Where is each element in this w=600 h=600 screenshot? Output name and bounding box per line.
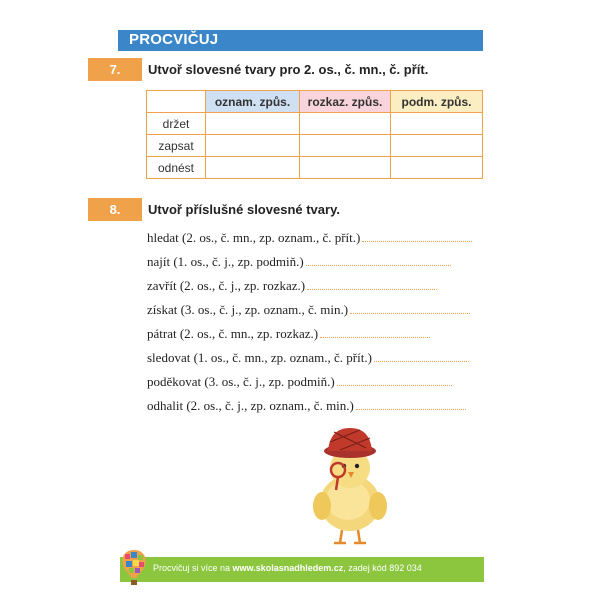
table-row (147, 135, 483, 157)
exercise-prompt: hledat (2. os., č. mn., zp. oznam., č. přít.) (147, 230, 361, 245)
answer-cell[interactable] (300, 135, 391, 157)
footer-bar (120, 557, 484, 582)
footer-text (153, 563, 422, 573)
column-header-oznam: oznam. způs. (206, 91, 300, 113)
answer-line[interactable] (337, 375, 452, 386)
task-8-instruction: Utvoř příslušné slovesné tvary. (148, 202, 340, 217)
answer-line[interactable] (374, 351, 469, 362)
verb-forms-table (146, 90, 483, 179)
exercise-prompt: najít (1. os., č. j., zp. podmiň.) (147, 254, 304, 269)
exercise-prompt: poděkovat (3. os., č. j., zp. podmiň.) (147, 374, 335, 389)
answer-cell[interactable] (206, 113, 300, 135)
list-item (147, 374, 452, 390)
list-item (147, 230, 472, 246)
answer-cell[interactable] (300, 157, 391, 179)
column-header-podm: podm. způs. (391, 91, 483, 113)
list-item (147, 326, 430, 342)
list-item (147, 302, 470, 318)
answer-line[interactable] (350, 303, 470, 314)
column-header-rozkaz: rozkaz. způs. (300, 91, 391, 113)
hot-air-balloon-icon (120, 548, 148, 588)
answer-line[interactable] (362, 231, 472, 242)
answer-line[interactable] (320, 327, 430, 338)
exercise-prompt: pátrat (2. os., č. mn., zp. rozkaz.) (147, 326, 319, 341)
task-7-instruction: Utvoř slovesné tvary pro 2. os., č. mn., č. přít. (148, 62, 429, 77)
exercise-prompt: odhalit (2. os., č. j., zp. oznam., č. min.) (147, 398, 354, 413)
table-header-row (147, 91, 483, 113)
row-label-drzet: držet (147, 113, 206, 135)
row-label-odnest: odnést (147, 157, 206, 179)
exercise-prompt: sledovat (1. os., č. mn., zp. oznam., č. přít.) (147, 350, 372, 365)
task-7-number: 7. (88, 58, 142, 81)
table-row (147, 157, 483, 179)
footer-suffix: , zadej kód 892 034 (343, 563, 422, 573)
answer-cell[interactable] (391, 157, 483, 179)
list-item (147, 278, 437, 294)
section-title: PROCVIČUJ (129, 31, 219, 48)
list-item (147, 254, 451, 270)
answer-line[interactable] (356, 399, 466, 410)
answer-cell[interactable] (391, 135, 483, 157)
row-label-zapsat: zapsat (147, 135, 206, 157)
task-8-number: 8. (88, 198, 142, 221)
answer-line[interactable] (307, 279, 437, 290)
table-corner-cell (147, 91, 206, 113)
answer-cell[interactable] (391, 113, 483, 135)
footer-site-link[interactable]: www.skolasnadhledem.cz (232, 563, 344, 573)
answer-cell[interactable] (300, 113, 391, 135)
answer-cell[interactable] (206, 157, 300, 179)
exercise-prompt: zavřít (2. os., č. j., zp. rozkaz.) (147, 278, 306, 293)
section-header (118, 30, 483, 51)
exercise-prompt: získat (3. os., č. j., zp. oznam., č. min.) (147, 302, 349, 317)
table-row (147, 113, 483, 135)
list-item (147, 398, 466, 414)
answer-line[interactable] (306, 255, 451, 266)
answer-cell[interactable] (206, 135, 300, 157)
list-item (147, 350, 469, 366)
footer-prefix: Procvičuj si více na (153, 563, 231, 573)
detective-chick-illustration (300, 418, 400, 548)
